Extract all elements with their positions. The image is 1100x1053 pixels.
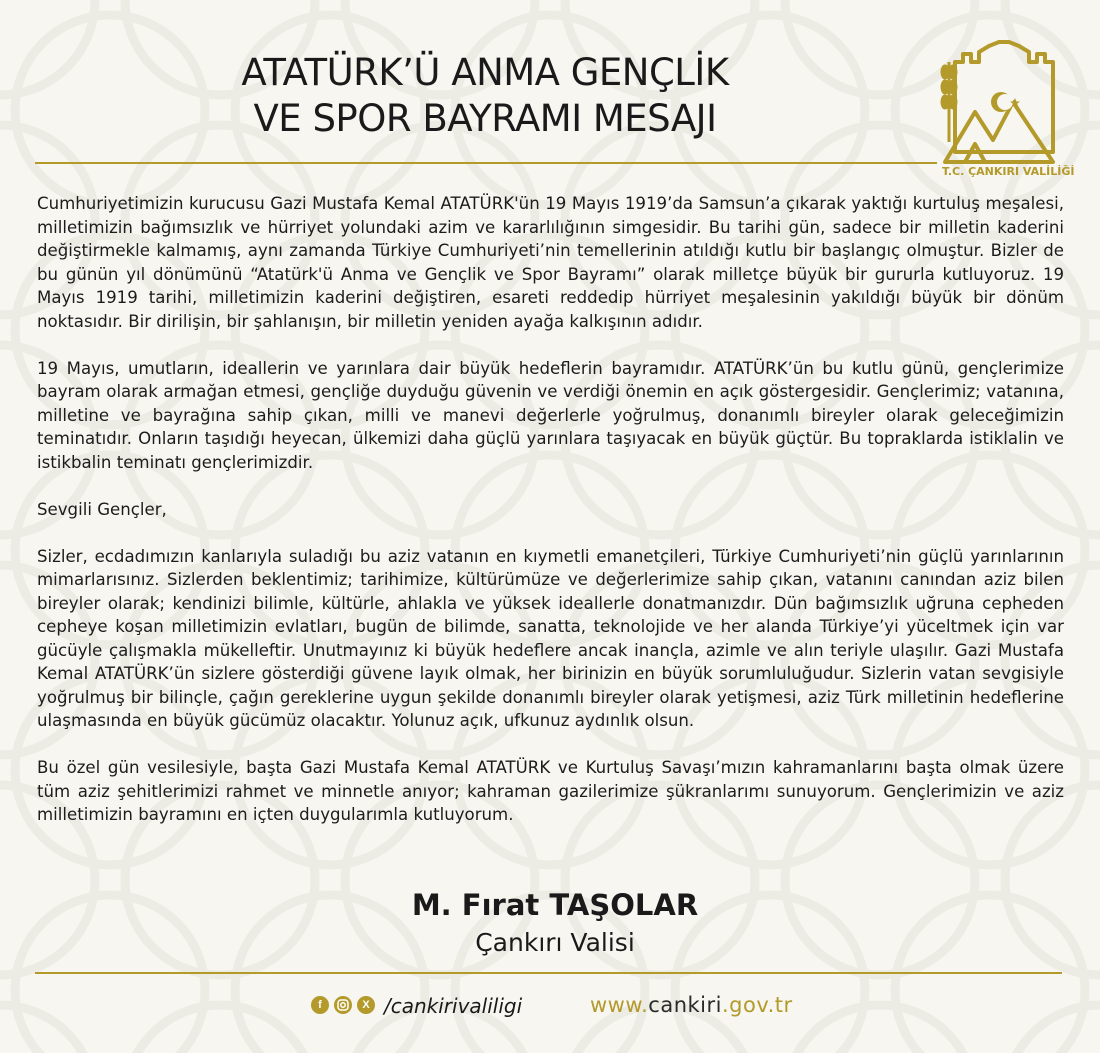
paragraph-2: 19 Mayıs, umutların, ideallerin ve yarınlara dair büyük hedeflerin bayramıdır. ATATÜRK’ün bu kutlu günü, gençlerimize bayram olarak armağan etmesi, gençliğe duyduğu güvenin ve verdiği önemin en açık göstergesidir. Gençlerimiz; vatanına, milletine ve bayrağına sahip çıkan, milli ve manevi değerlerle yoğrulmuş, donanımlı bireyler olarak geleceğimizin teminatıdır. Onların taşıdığı heyecan, ülkemizi daha güçlü yarınlara taşıyacak en büyük güçtür. Bu topraklarda istiklalin ve istikbalin teminatı gençlerimizdir. (37, 358, 1064, 472)
website-link[interactable] (590, 993, 793, 1017)
castle-crescent-star-icon (935, 32, 1075, 182)
website-suffix: .gov.tr (721, 993, 793, 1017)
title-line-2: VE SPOR BAYRAMI MESAJI (253, 97, 717, 140)
website-domain: cankiri (648, 993, 722, 1017)
footer-divider (35, 972, 1062, 974)
instagram-icon[interactable] (334, 996, 352, 1014)
x-icon[interactable]: X (357, 996, 375, 1014)
facebook-icon[interactable]: f (311, 996, 329, 1014)
signer-title: Çankırı Valisi (475, 928, 635, 957)
salutation: Sevgili Gençler, (37, 499, 167, 519)
paragraph-3: Sizler, ecdadımızın kanlarıyla suladığı bu aziz vatanın en kıymetli emanetçileri, Türkiye Cumhuriyeti’nin güçlü yarınlarının mimarlarısınız. Sizlerden beklentimiz; tarihimize, kültürümüze ve değerlerimize sahip çıkan, vatanını canından aziz bilen bireyler olarak; kendinizi bilimle, kültürle, ahlakla ve yüksek ideallerle donatmanızdır. Dün bağımsızlık uğruna cepheden cepheye koşan milletimizin evlatları, bugün de bilimde, sanatta, teknolojide ve her alanda Türkiye’yi yüceltmek için var gücüyle çalışmakla mükelleftir. Unutmayınız ki büyük hedeflere ancak inançla, azimle ve alın teriyle ulaşılır. Gazi Mustafa Kemal ATATÜRK’ün sizlere gösterdiği güvene layık olmak, her birinizin en büyük sorumluluğudur. Sizlerin vatan sevgisiyle yoğrulmuş bir bilinçle, çağın gereklerine uygun şekilde donanımlı bireyler olarak yetişmesi, aziz Türk milletinin hedeflerine ulaşmasında en büyük gücümüz olacaktır. Yolunuz açık, ufkunuz aydınlık olsun. (37, 546, 1064, 730)
signer-name: M. Fırat TAŞOLAR (411, 888, 699, 922)
paragraph-1: Cumhuriyetimizin kurucusu Gazi Mustafa Kemal ATATÜRK'ün 19 Mayıs 1919’da Samsun’a çıkarak yaktığı kurtuluş meşalesi, milletimizin bağımsızlık ve hürriyet yolundaki azim ve kararlılığının simgesidir. Bu tarihi gün, sadece bir milletin kaderini değiştirmekle kalmamış, aynı zamanda Türkiye Cumhuriyeti’nin temellerinin atıldığı kutlu bir başlangıç olmuştur. Bizler de bu günün yıl dönümünü “Atatürk'ü Anma ve Gençlik ve Spor Bayramı” olarak milletçe büyük bir gururla kutluyoruz. 19 Mayıs 1919 tarihi, milletimizin kaderini değiştiren, esareti reddedip hürriyet meşalesinin yakıldığı büyük bir dönüm noktasıdır. Bir dirilişin, bir şahlanışın, bir milletin yeniden ayağa kalkışının adıdır. (37, 194, 1064, 331)
title-line-1: ATATÜRK’Ü ANMA GENÇLİK (241, 51, 729, 94)
header-divider (35, 162, 937, 164)
social-handle[interactable]: /cankirivaliligi (384, 994, 523, 1018)
page-title (160, 50, 810, 142)
website-prefix: www. (590, 993, 649, 1017)
paragraph-4: Bu özel gün vesilesiyle, başta Gazi Mustafa Kemal ATATÜRK ve Kurtuluş Savaşı’mızın kahramanlarını başta olmak üzere tüm aziz şehitlerimizi rahmet ve minnetle anıyor; kahraman gazilerimize şükranlarımı sunuyorum. Gençlerimizin ve aziz milletimizin bayramını en içten duygularımla kutluyorum. (37, 758, 1064, 824)
logo-caption: T.C. ÇANKIRI VALİLİĞİ (942, 165, 1075, 178)
message-body (37, 192, 1064, 827)
